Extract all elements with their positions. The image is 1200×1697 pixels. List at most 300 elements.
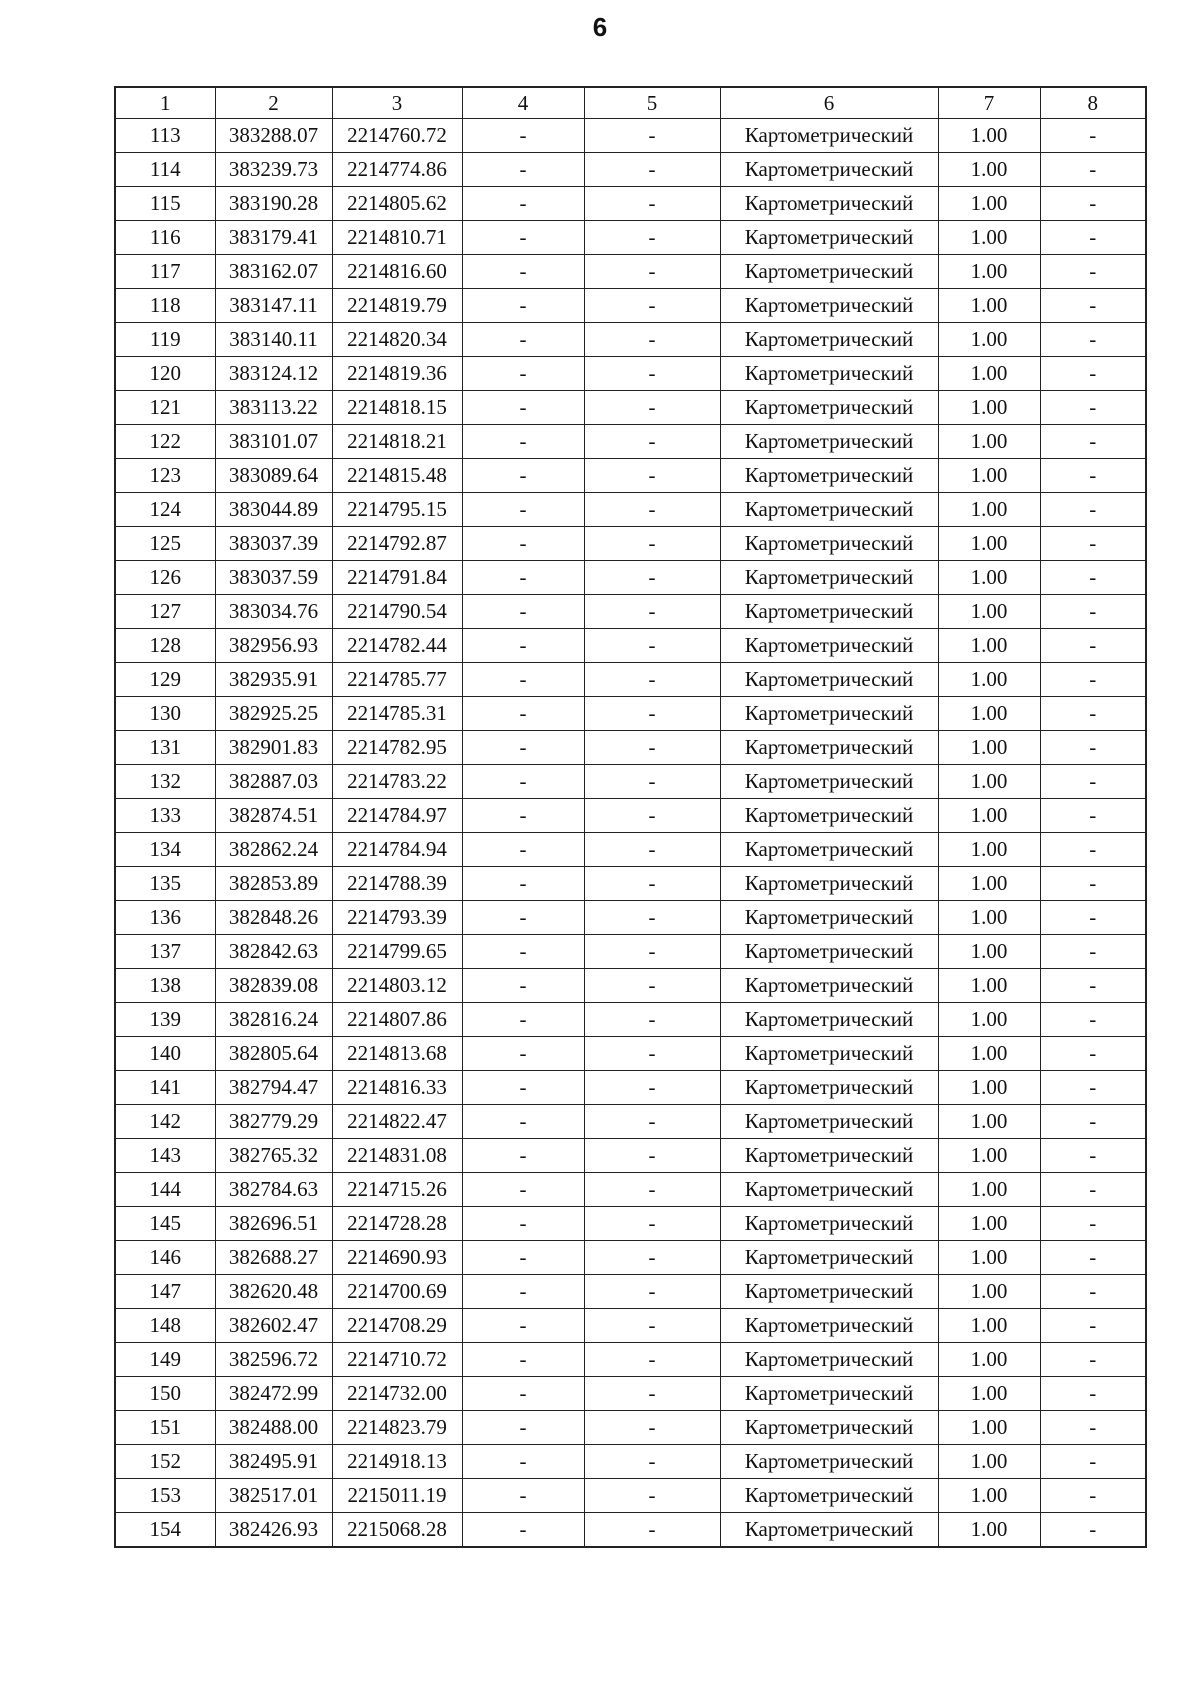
column-4-value: - <box>462 1411 584 1445</box>
method: Картометрический <box>720 1003 938 1037</box>
method: Картометрический <box>720 425 938 459</box>
accuracy: 1.00 <box>938 901 1040 935</box>
x-coordinate: 382794.47 <box>215 1071 332 1105</box>
point-number: 131 <box>115 731 215 765</box>
accuracy: 1.00 <box>938 1207 1040 1241</box>
x-coordinate: 383179.41 <box>215 221 332 255</box>
method: Картометрический <box>720 1479 938 1513</box>
method: Картометрический <box>720 527 938 561</box>
column-4-value: - <box>462 1377 584 1411</box>
accuracy: 1.00 <box>938 799 1040 833</box>
table-row <box>115 1173 1146 1207</box>
accuracy: 1.00 <box>938 1037 1040 1071</box>
x-coordinate: 383147.11 <box>215 289 332 323</box>
x-coordinate: 383113.22 <box>215 391 332 425</box>
y-coordinate: 2214807.86 <box>332 1003 462 1037</box>
accuracy: 1.00 <box>938 493 1040 527</box>
point-number: 136 <box>115 901 215 935</box>
table-row <box>115 1071 1146 1105</box>
table-row <box>115 1003 1146 1037</box>
method: Картометрический <box>720 1513 938 1548</box>
column-5-value: - <box>584 867 720 901</box>
accuracy: 1.00 <box>938 1309 1040 1343</box>
y-coordinate: 2214782.95 <box>332 731 462 765</box>
point-number: 147 <box>115 1275 215 1309</box>
column-4-value: - <box>462 493 584 527</box>
column-8-value: - <box>1040 1411 1146 1445</box>
column-8-value: - <box>1040 935 1146 969</box>
column-8-value: - <box>1040 221 1146 255</box>
table-row <box>115 1411 1146 1445</box>
accuracy: 1.00 <box>938 1377 1040 1411</box>
table-row <box>115 1479 1146 1513</box>
column-header-4: 4 <box>462 87 584 119</box>
y-coordinate: 2214831.08 <box>332 1139 462 1173</box>
accuracy: 1.00 <box>938 663 1040 697</box>
point-number: 113 <box>115 119 215 153</box>
column-4-value: - <box>462 867 584 901</box>
column-header-2: 2 <box>215 87 332 119</box>
method: Картометрический <box>720 323 938 357</box>
accuracy: 1.00 <box>938 935 1040 969</box>
column-5-value: - <box>584 425 720 459</box>
accuracy: 1.00 <box>938 595 1040 629</box>
method: Картометрический <box>720 289 938 323</box>
y-coordinate: 2214784.94 <box>332 833 462 867</box>
accuracy: 1.00 <box>938 561 1040 595</box>
column-4-value: - <box>462 1309 584 1343</box>
table-row <box>115 391 1146 425</box>
column-5-value: - <box>584 1275 720 1309</box>
column-4-value: - <box>462 697 584 731</box>
accuracy: 1.00 <box>938 867 1040 901</box>
y-coordinate: 2214818.15 <box>332 391 462 425</box>
method: Картометрический <box>720 1309 938 1343</box>
column-5-value: - <box>584 1139 720 1173</box>
y-coordinate: 2214819.79 <box>332 289 462 323</box>
accuracy: 1.00 <box>938 391 1040 425</box>
column-4-value: - <box>462 1479 584 1513</box>
y-coordinate: 2214810.71 <box>332 221 462 255</box>
column-4-value: - <box>462 765 584 799</box>
method: Картометрический <box>720 357 938 391</box>
y-coordinate: 2214918.13 <box>332 1445 462 1479</box>
method: Картометрический <box>720 765 938 799</box>
column-5-value: - <box>584 1105 720 1139</box>
y-coordinate: 2214690.93 <box>332 1241 462 1275</box>
column-8-value: - <box>1040 459 1146 493</box>
column-4-value: - <box>462 561 584 595</box>
table-row <box>115 901 1146 935</box>
column-5-value: - <box>584 1071 720 1105</box>
point-number: 151 <box>115 1411 215 1445</box>
column-4-value: - <box>462 833 584 867</box>
y-coordinate: 2214819.36 <box>332 357 462 391</box>
column-4-value: - <box>462 1445 584 1479</box>
accuracy: 1.00 <box>938 1411 1040 1445</box>
x-coordinate: 383037.39 <box>215 527 332 561</box>
x-coordinate: 382488.00 <box>215 1411 332 1445</box>
y-coordinate: 2214795.15 <box>332 493 462 527</box>
point-number: 150 <box>115 1377 215 1411</box>
point-number: 132 <box>115 765 215 799</box>
y-coordinate: 2214820.34 <box>332 323 462 357</box>
x-coordinate: 382901.83 <box>215 731 332 765</box>
column-8-value: - <box>1040 1513 1146 1548</box>
y-coordinate: 2214791.84 <box>332 561 462 595</box>
table-row <box>115 255 1146 289</box>
accuracy: 1.00 <box>938 1003 1040 1037</box>
column-8-value: - <box>1040 561 1146 595</box>
point-number: 130 <box>115 697 215 731</box>
table-row <box>115 119 1146 153</box>
point-number: 114 <box>115 153 215 187</box>
column-5-value: - <box>584 323 720 357</box>
column-5-value: - <box>584 1377 720 1411</box>
x-coordinate: 382853.89 <box>215 867 332 901</box>
column-5-value: - <box>584 1513 720 1548</box>
y-coordinate: 2214788.39 <box>332 867 462 901</box>
y-coordinate: 2214785.77 <box>332 663 462 697</box>
column-5-value: - <box>584 731 720 765</box>
table-row <box>115 765 1146 799</box>
point-number: 124 <box>115 493 215 527</box>
point-number: 149 <box>115 1343 215 1377</box>
column-4-value: - <box>462 221 584 255</box>
point-number: 137 <box>115 935 215 969</box>
point-number: 148 <box>115 1309 215 1343</box>
method: Картометрический <box>720 969 938 1003</box>
column-5-value: - <box>584 1173 720 1207</box>
column-4-value: - <box>462 901 584 935</box>
column-5-value: - <box>584 1241 720 1275</box>
column-5-value: - <box>584 459 720 493</box>
x-coordinate: 383044.89 <box>215 493 332 527</box>
column-4-value: - <box>462 289 584 323</box>
x-coordinate: 382805.64 <box>215 1037 332 1071</box>
method: Картометрический <box>720 221 938 255</box>
column-8-value: - <box>1040 493 1146 527</box>
y-coordinate: 2214784.97 <box>332 799 462 833</box>
method: Картометрический <box>720 901 938 935</box>
column-4-value: - <box>462 1207 584 1241</box>
column-4-value: - <box>462 1173 584 1207</box>
column-8-value: - <box>1040 1105 1146 1139</box>
point-number: 152 <box>115 1445 215 1479</box>
accuracy: 1.00 <box>938 1479 1040 1513</box>
point-number: 141 <box>115 1071 215 1105</box>
coordinates-table <box>114 86 1147 1548</box>
point-number: 145 <box>115 1207 215 1241</box>
x-coordinate: 382688.27 <box>215 1241 332 1275</box>
column-5-value: - <box>584 799 720 833</box>
column-header-3: 3 <box>332 87 462 119</box>
x-coordinate: 383034.76 <box>215 595 332 629</box>
point-number: 133 <box>115 799 215 833</box>
y-coordinate: 2214799.65 <box>332 935 462 969</box>
y-coordinate: 2214816.33 <box>332 1071 462 1105</box>
y-coordinate: 2214815.48 <box>332 459 462 493</box>
y-coordinate: 2214792.87 <box>332 527 462 561</box>
y-coordinate: 2214822.47 <box>332 1105 462 1139</box>
method: Картометрический <box>720 1139 938 1173</box>
accuracy: 1.00 <box>938 119 1040 153</box>
column-8-value: - <box>1040 119 1146 153</box>
method: Картометрический <box>720 1071 938 1105</box>
point-number: 154 <box>115 1513 215 1548</box>
column-4-value: - <box>462 357 584 391</box>
column-8-value: - <box>1040 1309 1146 1343</box>
table-row <box>115 1445 1146 1479</box>
x-coordinate: 382472.99 <box>215 1377 332 1411</box>
column-5-value: - <box>584 289 720 323</box>
column-8-value: - <box>1040 391 1146 425</box>
point-number: 129 <box>115 663 215 697</box>
x-coordinate: 382848.26 <box>215 901 332 935</box>
accuracy: 1.00 <box>938 255 1040 289</box>
column-4-value: - <box>462 391 584 425</box>
y-coordinate: 2214710.72 <box>332 1343 462 1377</box>
column-4-value: - <box>462 153 584 187</box>
x-coordinate: 383089.64 <box>215 459 332 493</box>
column-5-value: - <box>584 255 720 289</box>
column-8-value: - <box>1040 629 1146 663</box>
column-4-value: - <box>462 459 584 493</box>
x-coordinate: 383124.12 <box>215 357 332 391</box>
accuracy: 1.00 <box>938 731 1040 765</box>
x-coordinate: 382696.51 <box>215 1207 332 1241</box>
column-8-value: - <box>1040 663 1146 697</box>
column-8-value: - <box>1040 731 1146 765</box>
table-row <box>115 221 1146 255</box>
column-4-value: - <box>462 799 584 833</box>
point-number: 122 <box>115 425 215 459</box>
method: Картометрический <box>720 833 938 867</box>
column-4-value: - <box>462 255 584 289</box>
method: Картометрический <box>720 697 938 731</box>
column-header-7: 7 <box>938 87 1040 119</box>
y-coordinate: 2215011.19 <box>332 1479 462 1513</box>
y-coordinate: 2214805.62 <box>332 187 462 221</box>
point-number: 116 <box>115 221 215 255</box>
x-coordinate: 382779.29 <box>215 1105 332 1139</box>
column-8-value: - <box>1040 1037 1146 1071</box>
point-number: 115 <box>115 187 215 221</box>
x-coordinate: 383288.07 <box>215 119 332 153</box>
column-5-value: - <box>584 935 720 969</box>
column-8-value: - <box>1040 1377 1146 1411</box>
table-row <box>115 731 1146 765</box>
accuracy: 1.00 <box>938 527 1040 561</box>
x-coordinate: 382784.63 <box>215 1173 332 1207</box>
column-8-value: - <box>1040 1445 1146 1479</box>
accuracy: 1.00 <box>938 629 1040 663</box>
x-coordinate: 382887.03 <box>215 765 332 799</box>
column-5-value: - <box>584 1411 720 1445</box>
method: Картометрический <box>720 1241 938 1275</box>
column-8-value: - <box>1040 425 1146 459</box>
column-5-value: - <box>584 629 720 663</box>
column-8-value: - <box>1040 323 1146 357</box>
point-number: 123 <box>115 459 215 493</box>
table-row <box>115 867 1146 901</box>
column-4-value: - <box>462 1037 584 1071</box>
method: Картометрический <box>720 1173 938 1207</box>
table-row <box>115 1343 1146 1377</box>
y-coordinate: 2214803.12 <box>332 969 462 1003</box>
column-8-value: - <box>1040 1241 1146 1275</box>
column-8-value: - <box>1040 187 1146 221</box>
table-row <box>115 1207 1146 1241</box>
table-row <box>115 153 1146 187</box>
accuracy: 1.00 <box>938 459 1040 493</box>
column-5-value: - <box>584 1309 720 1343</box>
y-coordinate: 2214774.86 <box>332 153 462 187</box>
accuracy: 1.00 <box>938 153 1040 187</box>
column-8-value: - <box>1040 289 1146 323</box>
column-8-value: - <box>1040 153 1146 187</box>
method: Картометрический <box>720 255 938 289</box>
column-4-value: - <box>462 1071 584 1105</box>
column-4-value: - <box>462 1241 584 1275</box>
point-number: 117 <box>115 255 215 289</box>
column-8-value: - <box>1040 799 1146 833</box>
column-8-value: - <box>1040 833 1146 867</box>
method: Картометрический <box>720 391 938 425</box>
column-8-value: - <box>1040 1173 1146 1207</box>
method: Картометрический <box>720 153 938 187</box>
x-coordinate: 382620.48 <box>215 1275 332 1309</box>
column-5-value: - <box>584 187 720 221</box>
point-number: 143 <box>115 1139 215 1173</box>
table-row <box>115 663 1146 697</box>
x-coordinate: 382517.01 <box>215 1479 332 1513</box>
y-coordinate: 2214790.54 <box>332 595 462 629</box>
y-coordinate: 2214760.72 <box>332 119 462 153</box>
column-5-value: - <box>584 357 720 391</box>
x-coordinate: 383140.11 <box>215 323 332 357</box>
method: Картометрический <box>720 493 938 527</box>
accuracy: 1.00 <box>938 187 1040 221</box>
column-4-value: - <box>462 425 584 459</box>
column-5-value: - <box>584 969 720 1003</box>
column-header-6: 6 <box>720 87 938 119</box>
column-8-value: - <box>1040 867 1146 901</box>
method: Картометрический <box>720 1445 938 1479</box>
column-8-value: - <box>1040 969 1146 1003</box>
accuracy: 1.00 <box>938 1173 1040 1207</box>
method: Картометрический <box>720 935 938 969</box>
column-8-value: - <box>1040 901 1146 935</box>
point-number: 135 <box>115 867 215 901</box>
point-number: 119 <box>115 323 215 357</box>
column-4-value: - <box>462 969 584 1003</box>
method: Картометрический <box>720 561 938 595</box>
table-row <box>115 799 1146 833</box>
accuracy: 1.00 <box>938 425 1040 459</box>
table-row <box>115 425 1146 459</box>
point-number: 128 <box>115 629 215 663</box>
accuracy: 1.00 <box>938 1445 1040 1479</box>
table-row <box>115 697 1146 731</box>
column-4-value: - <box>462 187 584 221</box>
column-header-8: 8 <box>1040 87 1146 119</box>
y-coordinate: 2214715.26 <box>332 1173 462 1207</box>
column-8-value: - <box>1040 595 1146 629</box>
header-row <box>115 87 1146 119</box>
method: Картометрический <box>720 731 938 765</box>
accuracy: 1.00 <box>938 1513 1040 1548</box>
table-row <box>115 1241 1146 1275</box>
method: Картометрический <box>720 187 938 221</box>
table-row <box>115 357 1146 391</box>
column-8-value: - <box>1040 1343 1146 1377</box>
column-8-value: - <box>1040 1003 1146 1037</box>
column-8-value: - <box>1040 1071 1146 1105</box>
column-4-value: - <box>462 119 584 153</box>
method: Картометрический <box>720 119 938 153</box>
x-coordinate: 382602.47 <box>215 1309 332 1343</box>
table-row <box>115 1105 1146 1139</box>
point-number: 120 <box>115 357 215 391</box>
column-5-value: - <box>584 153 720 187</box>
column-header-1: 1 <box>115 87 215 119</box>
point-number: 146 <box>115 1241 215 1275</box>
column-8-value: - <box>1040 1207 1146 1241</box>
method: Картометрический <box>720 1275 938 1309</box>
x-coordinate: 382842.63 <box>215 935 332 969</box>
table-row <box>115 1377 1146 1411</box>
y-coordinate: 2214818.21 <box>332 425 462 459</box>
column-8-value: - <box>1040 765 1146 799</box>
x-coordinate: 382816.24 <box>215 1003 332 1037</box>
column-4-value: - <box>462 1513 584 1548</box>
y-coordinate: 2214783.22 <box>332 765 462 799</box>
point-number: 121 <box>115 391 215 425</box>
accuracy: 1.00 <box>938 289 1040 323</box>
point-number: 142 <box>115 1105 215 1139</box>
point-number: 126 <box>115 561 215 595</box>
accuracy: 1.00 <box>938 357 1040 391</box>
column-4-value: - <box>462 527 584 561</box>
table-row <box>115 935 1146 969</box>
method: Картометрический <box>720 663 938 697</box>
column-4-value: - <box>462 1139 584 1173</box>
y-coordinate: 2214732.00 <box>332 1377 462 1411</box>
column-5-value: - <box>584 1343 720 1377</box>
x-coordinate: 382935.91 <box>215 663 332 697</box>
method: Картометрический <box>720 1105 938 1139</box>
table-row <box>115 595 1146 629</box>
table-row <box>115 493 1146 527</box>
page-number: 6 <box>592 12 608 42</box>
column-5-value: - <box>584 1445 720 1479</box>
column-5-value: - <box>584 901 720 935</box>
column-8-value: - <box>1040 1275 1146 1309</box>
y-coordinate: 2214782.44 <box>332 629 462 663</box>
method: Картометрический <box>720 1037 938 1071</box>
accuracy: 1.00 <box>938 1275 1040 1309</box>
accuracy: 1.00 <box>938 1071 1040 1105</box>
column-5-value: - <box>584 1207 720 1241</box>
column-8-value: - <box>1040 697 1146 731</box>
accuracy: 1.00 <box>938 833 1040 867</box>
x-coordinate: 382874.51 <box>215 799 332 833</box>
column-4-value: - <box>462 1105 584 1139</box>
method: Картометрический <box>720 629 938 663</box>
column-4-value: - <box>462 629 584 663</box>
table-row <box>115 1309 1146 1343</box>
